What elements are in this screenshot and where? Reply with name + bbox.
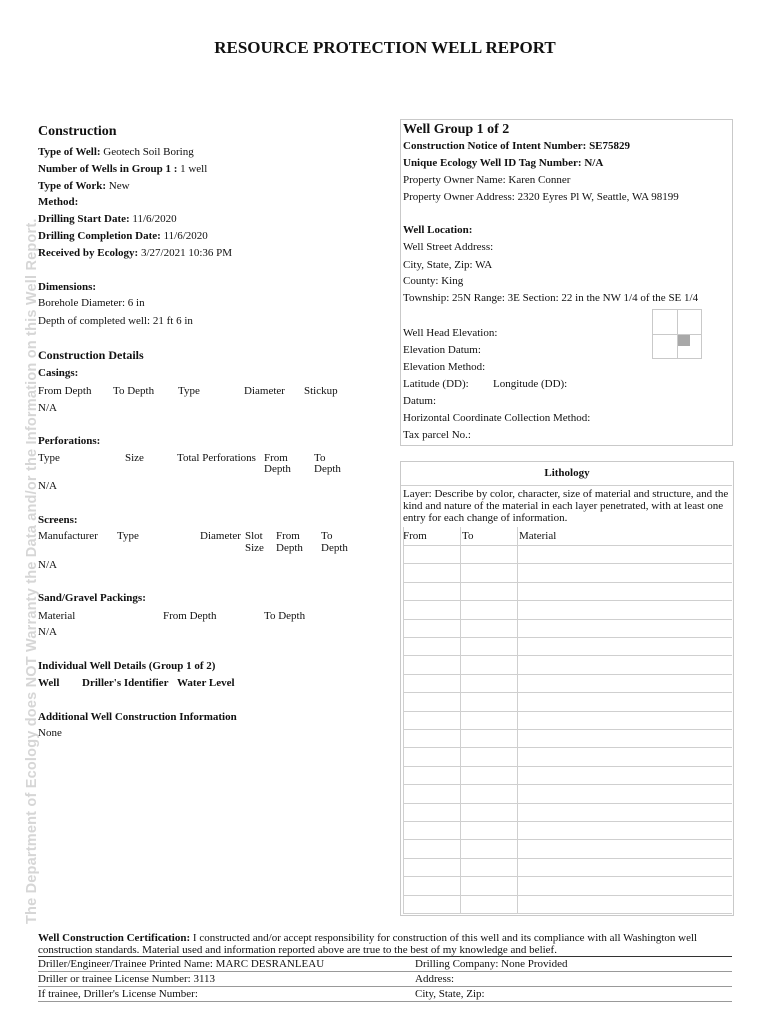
perforations-value: N/A bbox=[38, 480, 57, 492]
screens-col-diameter: Diameter bbox=[200, 530, 241, 542]
drilling-completion-label: Drilling Completion Date: bbox=[38, 230, 161, 242]
longitude: Longitude (DD): bbox=[493, 378, 568, 390]
notice-value: SE75829 bbox=[589, 140, 631, 152]
well-location-heading: Well Location: bbox=[403, 224, 473, 236]
lithology-column-line bbox=[403, 527, 404, 913]
company-city: City, State, Zip: bbox=[415, 988, 485, 1000]
certification-label: Well Construction Certification: bbox=[38, 932, 191, 944]
lithology-col-from: From bbox=[403, 530, 427, 542]
lithology-row-line bbox=[403, 674, 732, 675]
certification-rule-2 bbox=[38, 971, 732, 972]
perforations-col-total: Total Perforations bbox=[177, 452, 256, 464]
type-of-well-label: Type of Well: bbox=[38, 146, 101, 158]
lithology-row-line bbox=[403, 563, 732, 564]
type-of-well-value: Geotech Soil Boring bbox=[103, 146, 194, 158]
screens-value: N/A bbox=[38, 559, 57, 571]
lithology-divider bbox=[401, 485, 732, 486]
lithology-row-line bbox=[403, 766, 732, 767]
lithology-row-line bbox=[403, 858, 732, 859]
section-quarter-grid bbox=[652, 309, 702, 359]
casings-col-stickup: Stickup bbox=[304, 385, 338, 397]
lithology-heading: Lithology bbox=[544, 467, 590, 479]
tag-row bbox=[403, 157, 603, 169]
additional-info-value: None bbox=[38, 727, 62, 739]
certification-text bbox=[38, 932, 732, 956]
owner-name: Property Owner Name: Karen Conner bbox=[403, 174, 571, 186]
lithology-row-line bbox=[403, 729, 732, 730]
county: County: King bbox=[403, 275, 464, 287]
lithology-row-line bbox=[403, 747, 732, 748]
received-row bbox=[38, 247, 232, 259]
additional-info-heading: Additional Well Construction Information bbox=[38, 711, 237, 723]
street-address: Well Street Address: bbox=[403, 241, 494, 253]
horizontal-method: Horizontal Coordinate Collection Method: bbox=[403, 412, 591, 424]
notice-row bbox=[403, 140, 630, 152]
datum: Datum: bbox=[403, 395, 436, 407]
perforations-heading: Perforations: bbox=[38, 435, 101, 447]
company-address: Address: bbox=[415, 973, 455, 985]
individual-col-driller: Driller's Identifier bbox=[82, 677, 169, 689]
casings-col-type: Type bbox=[178, 385, 200, 397]
certification-rule bbox=[38, 956, 732, 957]
borehole-diameter: Borehole Diameter: 6 in bbox=[38, 297, 145, 309]
received-value: 3/27/2021 10:36 PM bbox=[140, 247, 233, 259]
drilling-start-value: 11/6/2020 bbox=[132, 213, 177, 225]
certification-rule-4 bbox=[38, 1001, 732, 1002]
perforations-col-type: Type bbox=[38, 452, 60, 464]
printed-name: Driller/Engineer/Trainee Printed Name: MARC DESRANLEAU bbox=[38, 958, 325, 970]
drilling-completion-value: 11/6/2020 bbox=[163, 230, 208, 242]
lithology-row-line bbox=[403, 545, 732, 546]
perforations-from-line1: From bbox=[264, 452, 288, 464]
elevation-method: Elevation Method: bbox=[403, 361, 486, 373]
individual-well-heading: Individual Well Details (Group 1 of 2) bbox=[38, 660, 216, 672]
perforations-to-line1: To bbox=[314, 452, 326, 464]
drilling-start-label: Drilling Start Date: bbox=[38, 213, 130, 225]
latitude: Latitude (DD): bbox=[403, 378, 469, 390]
lithology-box bbox=[400, 461, 734, 916]
lithology-row-line bbox=[403, 803, 732, 804]
screens-col-type: Type bbox=[117, 530, 139, 542]
tag-value: N/A bbox=[584, 157, 604, 169]
lithology-row-line bbox=[403, 784, 732, 785]
screens-heading: Screens: bbox=[38, 514, 78, 526]
elevation-datum: Elevation Datum: bbox=[403, 344, 481, 356]
type-of-work-row bbox=[38, 180, 130, 192]
lithology-row-line bbox=[403, 839, 732, 840]
lithology-row-line bbox=[403, 637, 732, 638]
completed-depth: Depth of completed well: 21 ft 6 in bbox=[38, 315, 193, 327]
perforations-from-line2: Depth bbox=[264, 463, 291, 475]
construction-heading: Construction bbox=[38, 124, 117, 139]
screens-col-to-depth: Depth bbox=[321, 542, 348, 554]
lithology-column-line bbox=[460, 527, 461, 913]
received-label: Received by Ecology: bbox=[38, 247, 139, 259]
method-label: Method: bbox=[38, 196, 79, 208]
sand-gravel-heading: Sand/Gravel Packings: bbox=[38, 592, 146, 604]
sand-col-from: From Depth bbox=[163, 610, 217, 622]
screens-col-from-depth: Depth bbox=[276, 542, 303, 554]
perforations-col-from-depth bbox=[264, 463, 291, 475]
drilling-start-row bbox=[38, 213, 177, 225]
drilling-company: Drilling Company: None Provided bbox=[415, 958, 568, 970]
lithology-row-line bbox=[403, 655, 732, 656]
lithology-row-line bbox=[403, 619, 732, 620]
certification-statement: I constructed and/or accept responsibility for construction of this well and its compliance with all Washington well construction standards. Material used and information reported above are true to the best of my knowledge and belief. bbox=[38, 932, 698, 956]
casings-col-to: To Depth bbox=[113, 385, 155, 397]
lithology-row-line bbox=[403, 876, 732, 877]
disclaimer-watermark: The Department of Ecology does NOT Warranty the Data and/or the Information on this Well Report. bbox=[24, 218, 40, 924]
dimensions-heading: Dimensions: bbox=[38, 281, 97, 293]
number-of-wells-label: Number of Wells in Group 1 : bbox=[38, 163, 178, 175]
page-title: RESOURCE PROTECTION WELL REPORT bbox=[214, 38, 556, 57]
casings-col-diameter: Diameter bbox=[244, 385, 285, 397]
notice-label: Construction Notice of Intent Number: bbox=[403, 140, 587, 152]
screens-col-slot-size: Size bbox=[245, 542, 264, 554]
owner-address: Property Owner Address: 2320 Eyres Pl W, Seattle, WA 98199 bbox=[403, 191, 679, 203]
township-range-section: Township: 25N Range: 3E Section: 22 in the NW 1/4 of the SE 1/4 bbox=[403, 292, 699, 304]
lithology-row-line bbox=[403, 600, 732, 601]
lithology-row-line bbox=[403, 895, 732, 896]
lithology-row-line bbox=[403, 711, 732, 712]
lithology-description: Layer: Describe by color, character, size of material and structure, and the kind and nature of the material in each layer penetrated, with at least one entry for each change of information. bbox=[403, 488, 729, 524]
sand-value: N/A bbox=[38, 626, 57, 638]
construction-details-heading: Construction Details bbox=[38, 348, 144, 362]
casings-col-from: From Depth bbox=[38, 385, 92, 397]
type-of-work-label: Type of Work: bbox=[38, 180, 107, 192]
lithology-row-line bbox=[403, 913, 732, 914]
individual-col-water: Water Level bbox=[177, 677, 235, 689]
perforations-to-line2: Depth bbox=[314, 463, 341, 475]
casings-value: N/A bbox=[38, 402, 57, 414]
certification-rule-3 bbox=[38, 986, 732, 987]
sand-col-material: Material bbox=[38, 610, 76, 622]
lithology-row-line bbox=[403, 821, 732, 822]
type-of-well-row bbox=[38, 146, 194, 158]
number-of-wells-value: 1 well bbox=[180, 163, 208, 175]
license-number: Driller or trainee License Number: 3113 bbox=[38, 973, 216, 985]
drilling-completion-row bbox=[38, 230, 208, 242]
screens-col-from: From bbox=[276, 530, 300, 542]
casings-heading: Casings: bbox=[38, 367, 79, 379]
well-group-heading: Well Group 1 of 2 bbox=[403, 122, 510, 137]
type-of-work-value: New bbox=[108, 180, 130, 192]
screens-col-slot: Slot bbox=[245, 530, 263, 542]
lithology-col-material: Material bbox=[519, 530, 557, 542]
well-head-elevation: Well Head Elevation: bbox=[403, 327, 498, 339]
number-of-wells-row bbox=[38, 163, 207, 175]
lithology-col-to: To bbox=[462, 530, 474, 542]
screens-col-to: To bbox=[321, 530, 333, 542]
lithology-row-line bbox=[403, 582, 732, 583]
individual-col-well: Well bbox=[38, 677, 60, 689]
trainee-license: If trainee, Driller's License Number: bbox=[38, 988, 198, 1000]
tag-label: Unique Ecology Well ID Tag Number: bbox=[403, 157, 582, 169]
sand-col-to: To Depth bbox=[264, 610, 306, 622]
lithology-row-line bbox=[403, 692, 732, 693]
highlighted-quarter bbox=[678, 335, 690, 346]
city-state-zip: City, State, Zip: WA bbox=[403, 259, 493, 271]
perforations-col-size: Size bbox=[125, 452, 144, 464]
lithology-column-line bbox=[517, 527, 518, 913]
perforations-col-to-depth bbox=[314, 463, 341, 475]
screens-col-manufacturer: Manufacturer bbox=[38, 530, 98, 542]
tax-parcel: Tax parcel No.: bbox=[403, 429, 471, 441]
